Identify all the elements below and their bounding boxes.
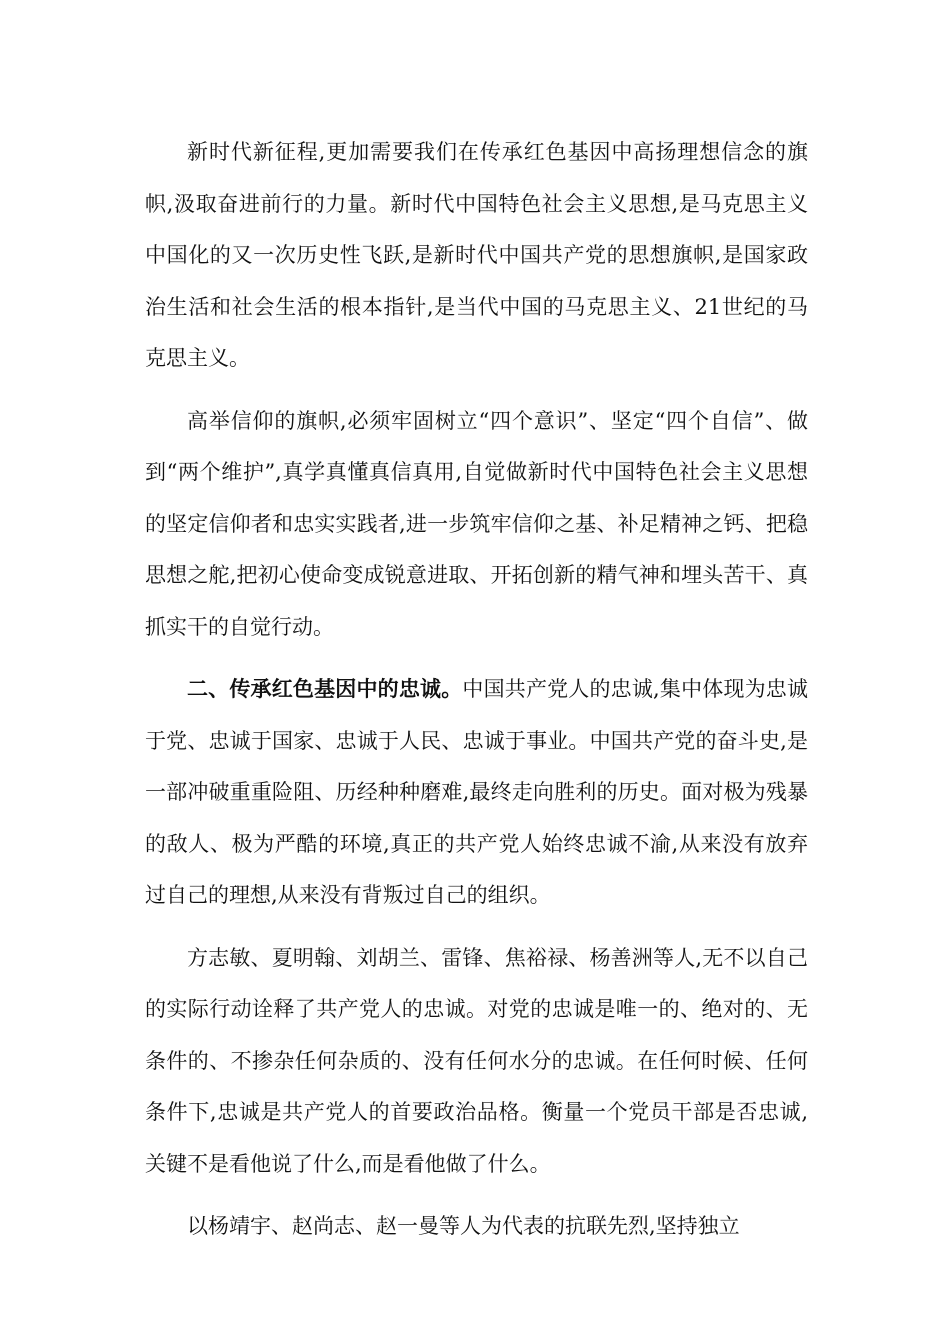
paragraph-2-text: 高举信仰的旗帜,必须牢固树立“四个意识”、坚定“四个自信”、做到“两个维护”,真学真懂真信真用,自觉做新时代中国特色社会主义思想的坚定信仰者和忠实实践者,进一步筑牢信仰之基、补足精神之钙、把稳思想之舵,把初心使命变成锐意进取、开拓创新的精气神和埋头苦干、真抓实干的自觉行动。	[145, 408, 808, 639]
paragraph-3	[145, 664, 808, 922]
paragraph-4	[145, 933, 808, 1191]
paragraph-1-text: 新时代新征程,更加需要我们在传承红色基因中高扬理想信念的旗帜,汲取奋进前行的力量。新时代中国特色社会主义思想,是马克思主义中国化的又一次历史性飞跃,是新时代中国共产党的思想旗帜,是国家政治生活和社会生活的根本指针,是当代中国的马克思主义、21世纪的马克思主义。	[145, 140, 808, 370]
paragraph-2	[145, 396, 808, 654]
paragraph-5-text: 以杨靖宇、赵尚志、赵一曼等人为代表的抗联先烈,坚持独立	[187, 1214, 740, 1238]
paragraph-1	[145, 127, 808, 385]
paragraph-4-text: 方志敏、夏明翰、刘胡兰、雷锋、焦裕禄、杨善洲等人,无不以自己的实际行动诠释了共产党人的忠诚。对党的忠诚是唯一的、绝对的、无条件的、不掺杂任何杂质的、没有任何水分的忠诚。在任何时候、任何条件下,忠诚是共产党人的首要政治品格。衡量一个党员干部是否忠诚,关键不是看他说了什么,而是看他做了什么。	[145, 945, 808, 1176]
paragraph-3-text: 中国共产党人的忠诚,集中体现为忠诚于党、忠诚于国家、忠诚于人民、忠诚于事业。中国共产党的奋斗史,是一部冲破重重险阻、历经种种磨难,最终走向胜利的历史。面对极为残暴的敌人、极为严酷的环境,真正的共产党人始终忠诚不渝,从来没有放弃过自己的理想,从来没有背叛过自己的组织。	[145, 677, 808, 907]
section-heading: 二、传承红色基因中的忠诚。	[187, 677, 463, 701]
document-body	[145, 127, 808, 1264]
paragraph-5	[145, 1201, 808, 1253]
